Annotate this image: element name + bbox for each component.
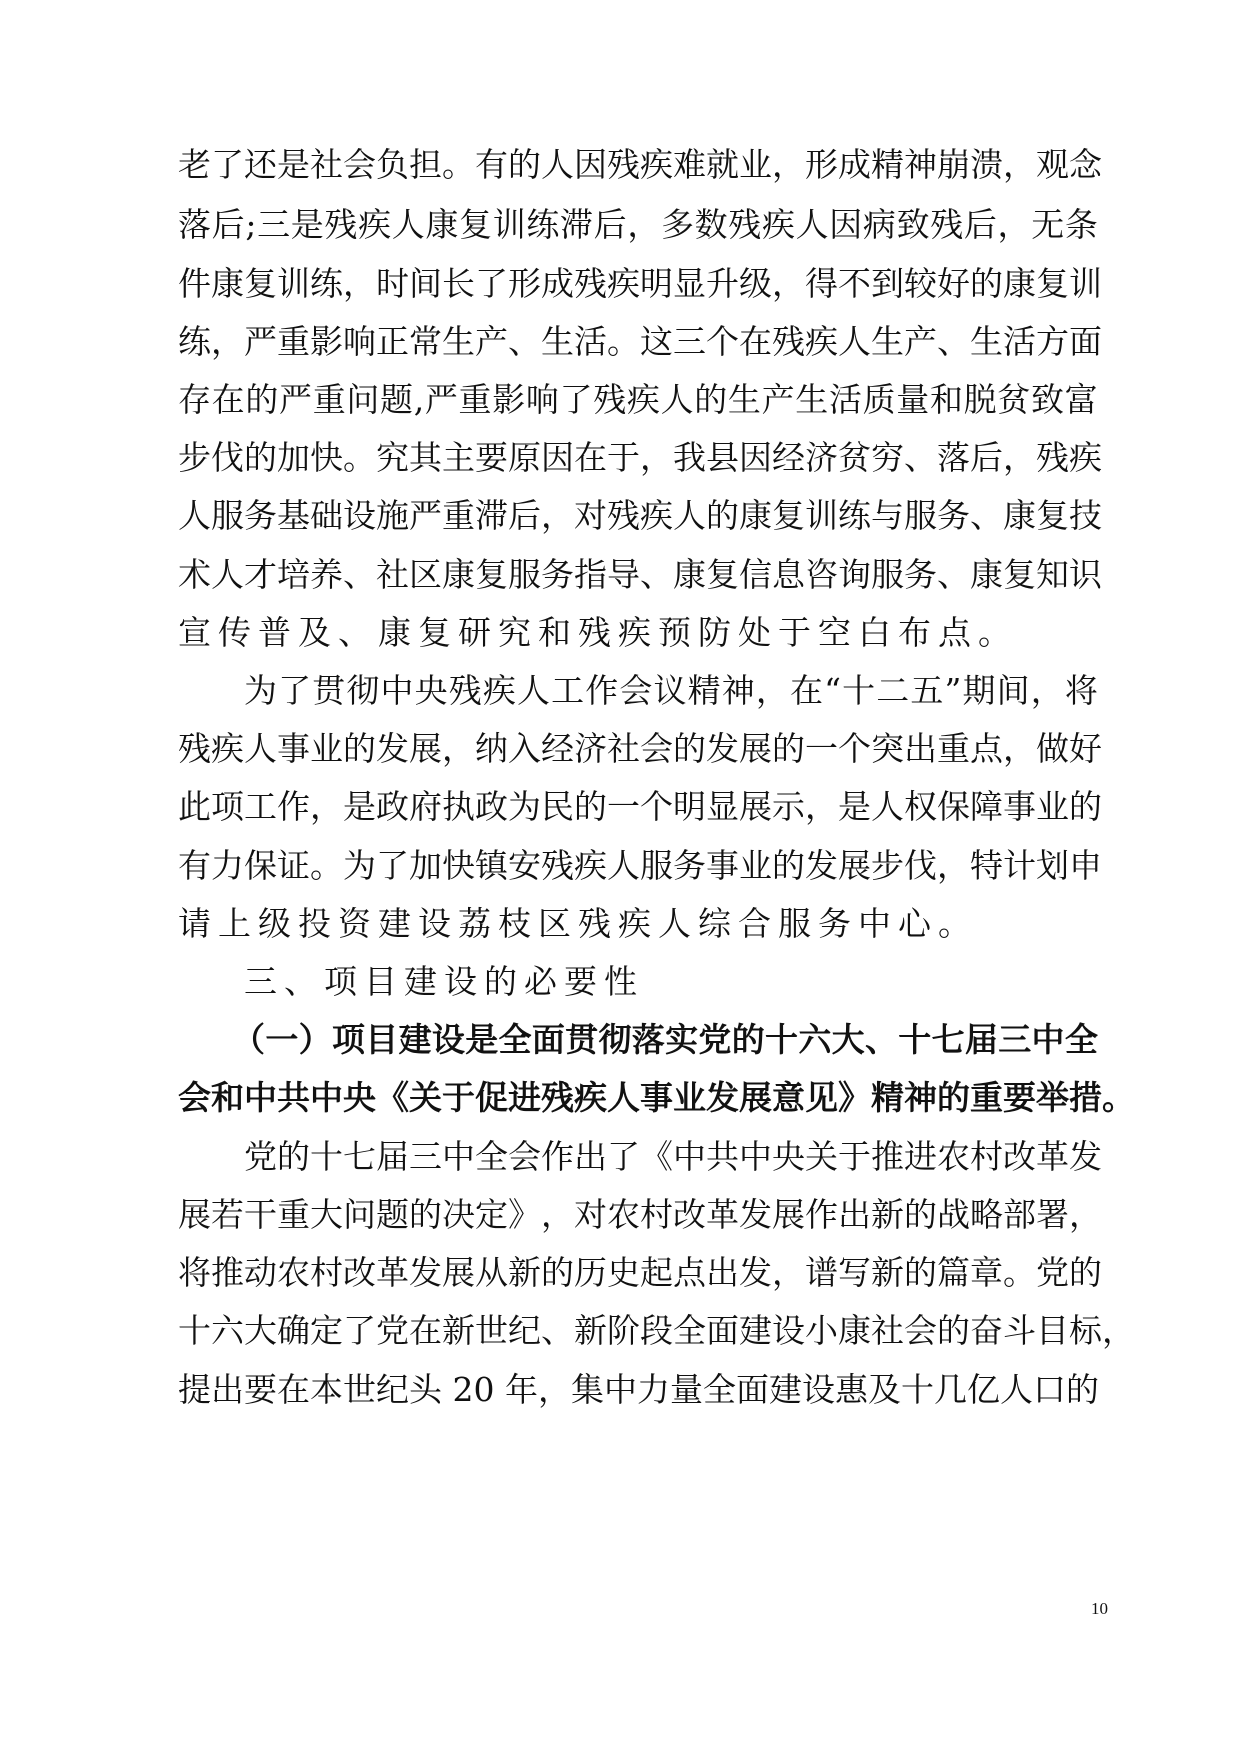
body-text-line: 老 了 还 是 社 会 负 担 。 有 的 人 因 残 疾 难 就 业 ， 形 成 精 神 崩 溃 ， 观 念 bbox=[178, 145, 1102, 184]
body-text-line: 术 人 才 培 养 、 社 区 康 复 服 务 指 导 、 康 复 信 息 咨 询 服 务 、 康 复 知 识 bbox=[178, 555, 1102, 594]
paragraph-first-line: 党 的 十 七 届 三 中 全 会 作 出 了 《 中 共 中 央 关 于 推 进 农 村 改 革 发 bbox=[244, 1137, 1102, 1176]
body-text-line: 此 项 工 作 ， 是 政 府 执 政 为 民 的 一 个 明 显 展 示 ， 是 人 权 保 障 事 业 的 bbox=[178, 787, 1102, 826]
body-text-line: 落 后 ; 三 是 残 疾 人 康 复 训 练 滞 后 ， 多 数 残 疾 人 因 病 致 残 后 ， 无 条 bbox=[178, 205, 1098, 244]
body-text-line: 步 伐 的 加 快 。 究 其 主 要 原 因 在 于 ， 我 县 因 经 济 贫 穷 、 落 后 ， 残 疾 bbox=[178, 438, 1102, 477]
body-text-line: 十 六 大 确 定 了 党 在 新 世 纪 、 新 阶 段 全 面 建 设 小 康 社 会 的 奋 斗 目 标 ， bbox=[178, 1311, 1135, 1350]
body-text-line: 残 疾 人 事 业 的 发 展 ， 纳 入 经 济 社 会 的 发 展 的 一 个 突 出 重 点 ， 做 好 bbox=[178, 729, 1102, 768]
body-text-line: 宣传普及、康复研究和残疾预防处于空白布点。 bbox=[178, 613, 1018, 652]
body-text-line: 件 康 复 训 练 ， 时 间 长 了 形 成 残 疾 明 显 升 级 ， 得 不 到 较 好 的 康 复 训 bbox=[178, 264, 1102, 303]
body-text-line: 练 ， 严 重 影 响 正 常 生 产 、 生 活 。 这 三 个 在 残 疾 人 生 产 、 生 活 方 面 bbox=[178, 322, 1102, 361]
body-text-line: 存 在 的 严 重 问 题 , 严 重 影 响 了 残 疾 人 的 生 产 生 活 质 量 和 脱 贫 致 富 bbox=[178, 380, 1098, 419]
body-text-line: 提 出 要 在 本 世 纪 头 2 0 年 ， 集 中 力 量 全 面 建 设 惠 及 十 几 亿 人 口 的 bbox=[178, 1370, 1099, 1409]
section-heading: 三、项目建设的必要性 bbox=[244, 962, 644, 1001]
body-text-line: 请上级投资建设荔枝区残疾人综合服务中心。 bbox=[178, 904, 978, 943]
paragraph-first-line: 为 了 贯 彻 中 央 残 疾 人 工 作 会 议 精 神 ， 在 “ 十 二 五 ” 期 间 ， 将 bbox=[244, 671, 1098, 710]
body-text-line: 有 力 保 证 。 为 了 加 快 镇 安 残 疾 人 服 务 事 业 的 发 展 步 伐 ， 特 计 划 申 bbox=[178, 846, 1102, 885]
page-number: 10 bbox=[1091, 1599, 1108, 1618]
body-text-line: 人 服 务 基 础 设 施 严 重 滞 后 ， 对 残 疾 人 的 康 复 训 练 与 服 务 、 康 复 技 bbox=[178, 496, 1102, 535]
subsection-heading: 会 和 中 共 中 央 《 关 于 促 进 残 疾 人 事 业 发 展 意 见 》 精 神 的 重 要 举 措 。 bbox=[178, 1078, 1135, 1117]
body-text-line: 展 若 干 重 大 问 题 的 决 定 》 ， 对 农 村 改 革 发 展 作 出 新 的 战 略 部 署 ， bbox=[178, 1195, 1102, 1234]
body-text-line: 将 推 动 农 村 改 革 发 展 从 新 的 历 史 起 点 出 发 ， 谱 写 新 的 篇 章 。 党 的 bbox=[178, 1253, 1102, 1292]
subsection-heading: （ 一 ） 项 目 建 设 是 全 面 贯 彻 落 实 党 的 十 六 大 、 十 七 届 三 中 全 bbox=[232, 1020, 1098, 1059]
